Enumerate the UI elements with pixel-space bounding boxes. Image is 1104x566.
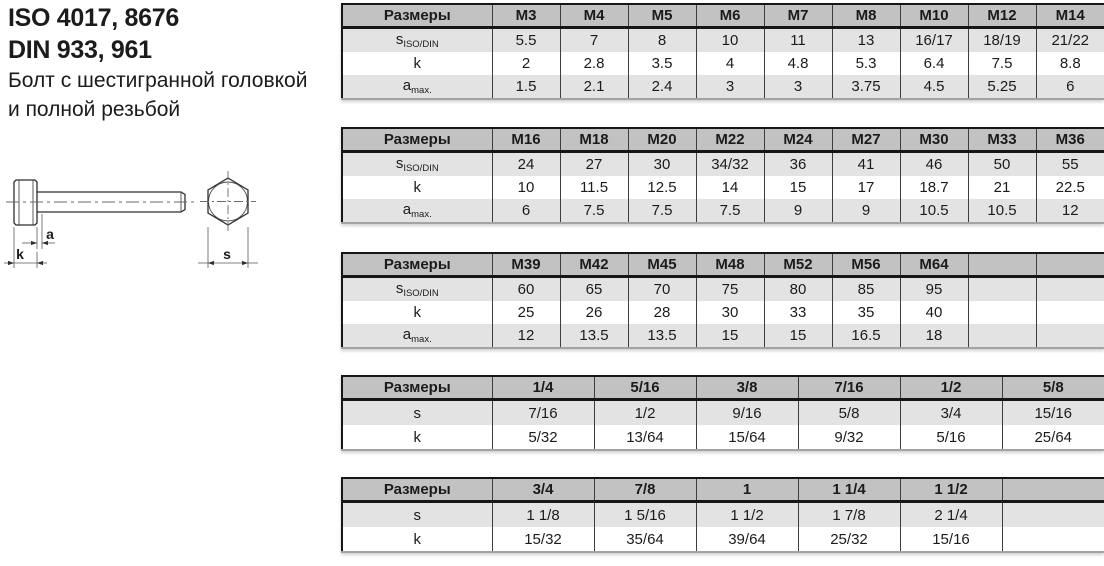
column-header: M8 bbox=[832, 4, 900, 28]
dim-label-k: k bbox=[16, 246, 24, 262]
table-cell: 7/16 bbox=[492, 400, 594, 426]
table-metric-sizes-2 bbox=[341, 127, 1104, 224]
dimension-s bbox=[198, 227, 258, 268]
table-cell: 28 bbox=[628, 301, 696, 324]
table-row bbox=[342, 75, 1104, 99]
table-cell: 9 bbox=[832, 199, 900, 223]
dim-label-a: a bbox=[46, 226, 54, 242]
table-cell: 12 bbox=[492, 324, 560, 348]
row-label: s bbox=[342, 400, 492, 426]
table-cell: 17 bbox=[832, 176, 900, 199]
table-cell: 22.5 bbox=[1036, 176, 1104, 199]
table-row bbox=[342, 176, 1104, 199]
table-cell: 8 bbox=[628, 28, 696, 53]
table-cell bbox=[968, 324, 1036, 348]
table-cell: 5/32 bbox=[492, 425, 594, 450]
table-cell: 1/2 bbox=[594, 400, 696, 426]
column-header: 1 1/4 bbox=[798, 478, 900, 502]
table-cell: 30 bbox=[696, 301, 764, 324]
row-label: s bbox=[342, 502, 492, 528]
table-cell: 14 bbox=[696, 176, 764, 199]
table-cell: 10.5 bbox=[968, 199, 1036, 223]
column-header: M27 bbox=[832, 128, 900, 152]
table-cell: 3/4 bbox=[900, 400, 1002, 426]
table-cell: 15/16 bbox=[900, 527, 1002, 552]
table-metric-sizes-2 bbox=[341, 127, 1104, 224]
table-cell: 55 bbox=[1036, 152, 1104, 177]
table-corner-header: Размеры bbox=[342, 478, 492, 502]
table-corner-header: Размеры bbox=[342, 128, 492, 152]
title-block bbox=[8, 2, 338, 124]
column-header: M39 bbox=[492, 253, 560, 277]
table-cell: 13 bbox=[832, 28, 900, 53]
column-header: 7/16 bbox=[798, 376, 900, 400]
table-cell: 40 bbox=[900, 301, 968, 324]
table-cell: 5/8 bbox=[798, 400, 900, 426]
table-cell: 1.5 bbox=[492, 75, 560, 99]
table-cell: 9 bbox=[764, 199, 832, 223]
row-label: $s_{ISO/DIN}$ bbox=[342, 277, 492, 302]
table-cell: 18/19 bbox=[968, 28, 1036, 53]
table-cell: 5/16 bbox=[900, 425, 1002, 450]
row-label: k bbox=[342, 176, 492, 199]
column-header: M7 bbox=[764, 4, 832, 28]
table-cell: 7.5 bbox=[560, 199, 628, 223]
description-line-1: Болт с шестигранной головкой bbox=[8, 69, 308, 92]
table-cell: 1 1/2 bbox=[696, 502, 798, 528]
table-cell: 24 bbox=[492, 152, 560, 177]
table-imperial-sizes-1 bbox=[341, 375, 1104, 451]
column-header: M22 bbox=[696, 128, 764, 152]
table-cell: 5.3 bbox=[832, 52, 900, 75]
table-row bbox=[342, 527, 1104, 552]
column-header: M48 bbox=[696, 253, 764, 277]
standard-iso-title: ISO 4017, 8676 bbox=[8, 4, 179, 32]
table-cell: 5.25 bbox=[968, 75, 1036, 99]
table-cell: 21 bbox=[968, 176, 1036, 199]
table-cell: 13.5 bbox=[628, 324, 696, 348]
column-header: 3/8 bbox=[696, 376, 798, 400]
column-header: M56 bbox=[832, 253, 900, 277]
column-header: M64 bbox=[900, 253, 968, 277]
table-cell: 36 bbox=[764, 152, 832, 177]
table-cell: 30 bbox=[628, 152, 696, 177]
table-cell: 12.5 bbox=[628, 176, 696, 199]
dimension-k bbox=[4, 227, 47, 268]
table-cell: 33 bbox=[764, 301, 832, 324]
table-cell: 34/32 bbox=[696, 152, 764, 177]
table-cell: 1 5/16 bbox=[594, 502, 696, 528]
table-row bbox=[342, 52, 1104, 75]
table-cell: 3 bbox=[764, 75, 832, 99]
table-cell: 11.5 bbox=[560, 176, 628, 199]
table-metric-sizes-1 bbox=[341, 3, 1104, 100]
table-cell: 4 bbox=[696, 52, 764, 75]
row-label: $s_{ISO/DIN}$ bbox=[342, 28, 492, 53]
table-cell: 1 7/8 bbox=[798, 502, 900, 528]
table-cell: 95 bbox=[900, 277, 968, 302]
column-header: M36 bbox=[1036, 128, 1104, 152]
table-cell: 15 bbox=[696, 324, 764, 348]
table-metric-sizes-3 bbox=[341, 252, 1104, 349]
column-header: 5/8 bbox=[1002, 376, 1104, 400]
table-cell: 2.8 bbox=[560, 52, 628, 75]
table-cell: 5.5 bbox=[492, 28, 560, 53]
table-cell: 2.1 bbox=[560, 75, 628, 99]
table-corner-header: Размеры bbox=[342, 4, 492, 28]
column-header: M33 bbox=[968, 128, 1036, 152]
table-cell: 15 bbox=[764, 324, 832, 348]
bolt-head-end-view bbox=[200, 171, 256, 232]
column-header: M20 bbox=[628, 128, 696, 152]
table-cell: 18 bbox=[900, 324, 968, 348]
standard-din-title: DIN 933, 961 bbox=[8, 36, 152, 64]
bolt-technical-drawing bbox=[0, 166, 270, 280]
table-cell: 80 bbox=[764, 277, 832, 302]
table-metric-sizes-1 bbox=[341, 3, 1104, 100]
column-header: 5/16 bbox=[594, 376, 696, 400]
row-label: k bbox=[342, 52, 492, 75]
table-imperial-sizes-2 bbox=[341, 477, 1104, 553]
table-cell: 26 bbox=[560, 301, 628, 324]
row-label: k bbox=[342, 301, 492, 324]
table-cell: 2.4 bbox=[628, 75, 696, 99]
column-header: M4 bbox=[560, 4, 628, 28]
table-cell: 65 bbox=[560, 277, 628, 302]
table-corner-header: Размеры bbox=[342, 376, 492, 400]
table-cell: 50 bbox=[968, 152, 1036, 177]
column-header: 1/2 bbox=[900, 376, 1002, 400]
table-cell: 15/32 bbox=[492, 527, 594, 552]
table-cell: 9/32 bbox=[798, 425, 900, 450]
column-header: M18 bbox=[560, 128, 628, 152]
description-line-2: и полной резьбой bbox=[8, 98, 181, 121]
column-header: M14 bbox=[1036, 4, 1104, 28]
bolt-head-side-view bbox=[14, 180, 37, 225]
column-header: M16 bbox=[492, 128, 560, 152]
table-cell: 6.4 bbox=[900, 52, 968, 75]
column-header: M30 bbox=[900, 128, 968, 152]
table-row bbox=[342, 502, 1104, 528]
table-cell bbox=[1036, 277, 1104, 302]
table-cell: 13.5 bbox=[560, 324, 628, 348]
table-cell bbox=[1036, 301, 1104, 324]
table-cell bbox=[968, 301, 1036, 324]
table-cell: 4.8 bbox=[764, 52, 832, 75]
column-header: M12 bbox=[968, 4, 1036, 28]
table-row bbox=[342, 28, 1104, 53]
column-header: 1/4 bbox=[492, 376, 594, 400]
table-cell: 15 bbox=[764, 176, 832, 199]
table-cell: 35 bbox=[832, 301, 900, 324]
table-cell: 1 1/8 bbox=[492, 502, 594, 528]
table-cell: 16.5 bbox=[832, 324, 900, 348]
column-header bbox=[1036, 253, 1104, 277]
table-cell: 35/64 bbox=[594, 527, 696, 552]
table-cell: 39/64 bbox=[696, 527, 798, 552]
table-cell: 10 bbox=[492, 176, 560, 199]
table-cell: 10.5 bbox=[900, 199, 968, 223]
table-cell: 25 bbox=[492, 301, 560, 324]
column-header: M45 bbox=[628, 253, 696, 277]
column-header bbox=[1002, 478, 1104, 502]
row-label: $s_{ISO/DIN}$ bbox=[342, 152, 492, 177]
table-cell: 25/32 bbox=[798, 527, 900, 552]
table-cell: 2 bbox=[492, 52, 560, 75]
table-cell: 2 1/4 bbox=[900, 502, 1002, 528]
table-cell: 15/16 bbox=[1002, 400, 1104, 426]
table-cell: 6 bbox=[492, 199, 560, 223]
column-header: 7/8 bbox=[594, 478, 696, 502]
column-header: 3/4 bbox=[492, 478, 594, 502]
table-cell: 46 bbox=[900, 152, 968, 177]
dim-label-s: s bbox=[223, 246, 231, 262]
table-imperial-sizes-2 bbox=[341, 477, 1104, 553]
table-cell: 12 bbox=[1036, 199, 1104, 223]
table-cell: 7.5 bbox=[696, 199, 764, 223]
row-label: k bbox=[342, 425, 492, 450]
table-cell: 16/17 bbox=[900, 28, 968, 53]
column-header: M52 bbox=[764, 253, 832, 277]
table-cell: 21/22 bbox=[1036, 28, 1104, 53]
row-label: k bbox=[342, 527, 492, 552]
table-row bbox=[342, 301, 1104, 324]
table-cell: 8.8 bbox=[1036, 52, 1104, 75]
table-metric-sizes-3 bbox=[341, 252, 1104, 349]
column-header: M6 bbox=[696, 4, 764, 28]
table-row bbox=[342, 152, 1104, 177]
table-cell: 3.75 bbox=[832, 75, 900, 99]
table-cell: 3 bbox=[696, 75, 764, 99]
dimension-a bbox=[22, 214, 55, 249]
table-cell: 18.7 bbox=[900, 176, 968, 199]
table-cell bbox=[1002, 502, 1104, 528]
column-header: M3 bbox=[492, 4, 560, 28]
row-label: $a_{max.}$ bbox=[342, 324, 492, 348]
table-cell: 60 bbox=[492, 277, 560, 302]
table-cell: 13/64 bbox=[594, 425, 696, 450]
table-cell: 41 bbox=[832, 152, 900, 177]
column-header: 1 1/2 bbox=[900, 478, 1002, 502]
table-cell: 70 bbox=[628, 277, 696, 302]
table-row bbox=[342, 400, 1104, 426]
column-header bbox=[968, 253, 1036, 277]
table-cell: 85 bbox=[832, 277, 900, 302]
table-cell bbox=[1002, 527, 1104, 552]
table-cell: 10 bbox=[696, 28, 764, 53]
table-imperial-sizes-1 bbox=[341, 375, 1104, 451]
column-header: M24 bbox=[764, 128, 832, 152]
table-cell: 75 bbox=[696, 277, 764, 302]
column-header: M10 bbox=[900, 4, 968, 28]
table-cell: 6 bbox=[1036, 75, 1104, 99]
table-cell: 11 bbox=[764, 28, 832, 53]
row-label: $a_{max.}$ bbox=[342, 199, 492, 223]
column-header: M42 bbox=[560, 253, 628, 277]
table-cell: 27 bbox=[560, 152, 628, 177]
column-header: 1 bbox=[696, 478, 798, 502]
table-cell: 7.5 bbox=[968, 52, 1036, 75]
table-cell: 15/64 bbox=[696, 425, 798, 450]
table-cell: 4.5 bbox=[900, 75, 968, 99]
table-cell bbox=[968, 277, 1036, 302]
table-cell: 9/16 bbox=[696, 400, 798, 426]
table-cell: 7 bbox=[560, 28, 628, 53]
row-label: $a_{max.}$ bbox=[342, 75, 492, 99]
table-cell: 7.5 bbox=[628, 199, 696, 223]
table-row bbox=[342, 425, 1104, 450]
table-corner-header: Размеры bbox=[342, 253, 492, 277]
table-cell: 3.5 bbox=[628, 52, 696, 75]
column-header: M5 bbox=[628, 4, 696, 28]
table-cell bbox=[1036, 324, 1104, 348]
table-cell: 25/64 bbox=[1002, 425, 1104, 450]
table-row bbox=[342, 199, 1104, 223]
table-row bbox=[342, 277, 1104, 302]
table-row bbox=[342, 324, 1104, 348]
